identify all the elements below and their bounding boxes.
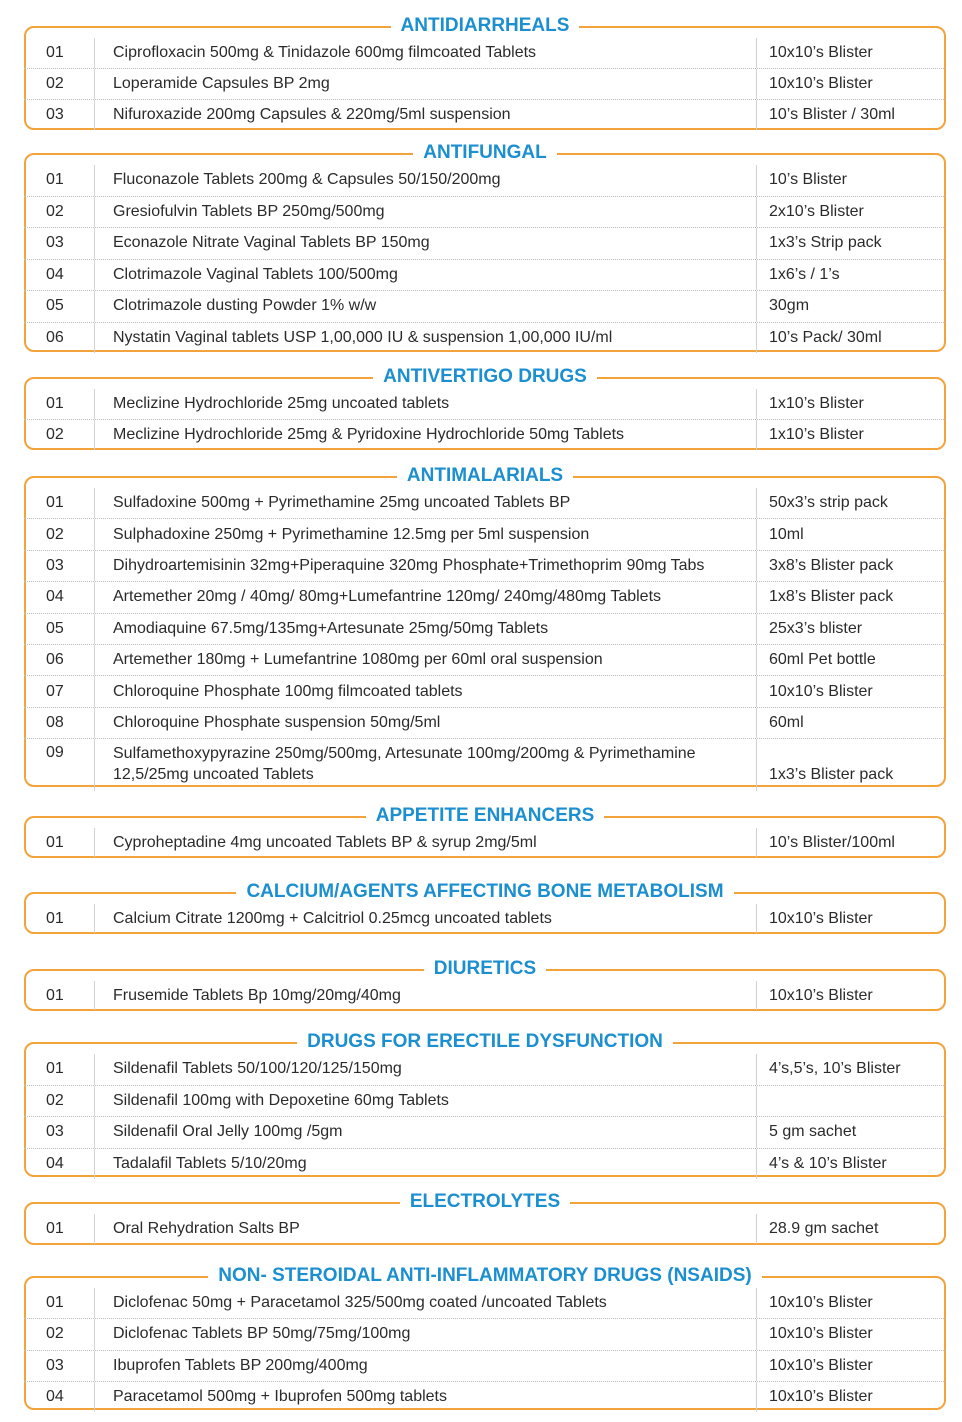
section-title: CALCIUM/AGENTS AFFECTING BONE METABOLISM (24, 881, 946, 903)
table-row (24, 1288, 946, 1319)
table-row (24, 1382, 946, 1412)
product-description: Sildenafil Oral Jelly 100mg /5gm (94, 1117, 757, 1148)
section-title: DRUGS FOR ERECTILE DYSFUNCTION (24, 1031, 946, 1053)
product-description: Loperamide Capsules BP 2mg (94, 69, 757, 99)
pack-size: 10x10’s Blister (769, 44, 873, 61)
product-description: Clotrimazole dusting Powder 1% w/w (94, 291, 757, 322)
product-description: Sulfamethoxypyrazine 250mg/500mg, Artesunate 100mg/200mg & Pyrimethamine 12,5/25mg uncoated Tablets (94, 739, 757, 791)
row-number: 06 (46, 328, 64, 346)
product-description: Ciprofloxacin 500mg & Tinidazole 600mg filmcoated Tablets (94, 38, 757, 68)
product-description: Chloroquine Phosphate 100mg filmcoated tablets (94, 676, 757, 706)
table-row (24, 1086, 946, 1118)
pack-size: 1x8’s Blister pack (769, 588, 894, 606)
product-description: Artemether 180mg + Lumefantrine 1080mg per 60ml oral suspension (94, 645, 757, 675)
product-description: Amodiaquine 67.5mg/135mg+Artesunate 25mg/50mg Tablets (94, 614, 757, 644)
row-number: 02 (46, 1325, 64, 1343)
pack-size: 2x10’s Blister (769, 202, 864, 220)
product-description: Meclizine Hydrochloride 25mg uncoated tablets (94, 389, 757, 419)
section-calcium-bone-metabolism (24, 881, 946, 934)
pack-size: 25x3’s blister (769, 619, 863, 637)
row-number: 01 (46, 494, 64, 512)
product-description: Sildenafil 100mg with Depoxetine 60mg Tablets (94, 1086, 757, 1117)
pack-size: 10x10’s Blister (769, 75, 873, 92)
row-number: 01 (46, 1060, 64, 1078)
row-number: 01 (46, 1294, 64, 1312)
row-number: 02 (46, 525, 64, 543)
section-title: ANTIVERTIGO DRUGS (24, 366, 946, 388)
product-description: Artemether 20mg / 40mg/ 80mg+Lumefantrine 120mg/ 240mg/480mg Tablets (94, 582, 757, 612)
product-description: Fluconazole Tablets 200mg & Capsules 50/150/200mg (94, 165, 757, 196)
row-number: 01 (46, 171, 64, 189)
table-row (24, 100, 946, 130)
table-row (24, 1351, 946, 1382)
table-row (24, 1149, 946, 1180)
row-number: 03 (46, 556, 64, 574)
table-row (24, 260, 946, 292)
product-description: Econazole Nitrate Vaginal Tablets BP 150mg (94, 228, 757, 259)
product-description: Nystatin Vaginal tablets USP 1,00,000 IU & suspension 1,00,000 IU/ml (94, 323, 757, 354)
section-nsaids (24, 1265, 946, 1410)
section-title: ANTIFUNGAL (24, 142, 946, 164)
section-title: ANTIDIARRHEALS (24, 15, 946, 37)
pack-size: 10’s Blister / 30ml (769, 106, 895, 123)
product-description: Frusemide Tablets Bp 10mg/20mg/40mg (94, 981, 757, 1010)
product-description: Sildenafil Tablets 50/100/120/125/150mg (94, 1054, 757, 1085)
product-description: Sulphadoxine 250mg + Pyrimethamine 12.5mg per 5ml suspension (94, 519, 757, 549)
section-erectile-dysfunction (24, 1031, 946, 1177)
table-row (24, 38, 946, 69)
pack-size: 10x10’s Blister (769, 909, 873, 927)
table-row (24, 1214, 946, 1244)
row-number: 02 (46, 1091, 64, 1109)
row-number: 05 (46, 297, 64, 315)
pack-size: 60ml Pet bottle (769, 651, 876, 669)
pack-size: 10x10’s Blister (769, 986, 873, 1004)
table-row (24, 582, 946, 613)
table-row (24, 981, 946, 1010)
row-number: 06 (46, 651, 64, 669)
row-number: 04 (46, 265, 64, 283)
row-number: 05 (46, 619, 64, 637)
row-number: 08 (46, 713, 64, 731)
product-description: Dihydroartemisinin 32mg+Piperaquine 320mg Phosphate+Trimethoprim 90mg Tabs (94, 551, 757, 581)
section-title: DIURETICS (24, 958, 946, 980)
section-title: APPETITE ENHANCERS (24, 805, 946, 827)
row-number: 02 (46, 202, 64, 220)
section-antifungal (24, 142, 946, 352)
table-row (24, 1117, 946, 1149)
section-title: NON- STEROIDAL ANTI-INFLAMMATORY DRUGS (NSAIDS) (24, 1265, 946, 1287)
row-number: 01 (46, 986, 64, 1004)
table-row (24, 1319, 946, 1350)
pack-size: 1x6’s / 1’s (769, 265, 840, 283)
pack-size: 4’s,5’s, 10’s Blister (769, 1060, 901, 1078)
product-description: Diclofenac 50mg + Paracetamol 325/500mg coated /uncoated Tablets (94, 1288, 757, 1318)
product-description: Sulfadoxine 500mg + Pyrimethamine 25mg uncoated Tablets BP (94, 488, 757, 518)
table-row (24, 488, 946, 519)
pack-size: 60ml (769, 713, 804, 731)
table-row (24, 645, 946, 676)
product-description: Chloroquine Phosphate suspension 50mg/5ml (94, 708, 757, 738)
product-description: Cyproheptadine 4mg uncoated Tablets BP & syrup 2mg/5ml (94, 828, 757, 857)
pack-size: 5 gm sachet (769, 1123, 857, 1141)
pack-size: 1x10’s Blister (769, 426, 864, 443)
row-number: 02 (46, 426, 64, 443)
section-appetite-enhancers (24, 805, 946, 858)
pack-size: 10ml (769, 525, 804, 543)
pack-size: 4’s & 10’s Blister (769, 1154, 887, 1172)
pack-size: 1x10’s Blister (769, 395, 864, 412)
section-diuretics (24, 958, 946, 1011)
product-description: Meclizine Hydrochloride 25mg & Pyridoxine Hydrochloride 50mg Tablets (94, 420, 757, 450)
table-row (24, 165, 946, 197)
product-description: Gresiofulvin Tablets BP 250mg/500mg (94, 197, 757, 228)
row-number: 09 (46, 744, 64, 762)
table-row (24, 1054, 946, 1086)
product-description: Clotrimazole Vaginal Tablets 100/500mg (94, 260, 757, 291)
row-number: 03 (46, 1356, 64, 1374)
section-title: ANTIMALARIALS (24, 465, 946, 487)
product-description: Ibuprofen Tablets BP 200mg/400mg (94, 1351, 757, 1381)
row-number: 04 (46, 1154, 64, 1172)
row-number: 03 (46, 106, 64, 123)
table-row (24, 389, 946, 420)
row-number: 07 (46, 682, 64, 700)
table-row (24, 69, 946, 100)
pack-size: 1x3’s Blister pack (769, 766, 894, 784)
row-number: 04 (46, 1388, 64, 1406)
pack-size: 10’s Pack/ 30ml (769, 328, 882, 346)
pack-size: 10x10’s Blister (769, 1388, 873, 1406)
table-row (24, 708, 946, 739)
pack-size: 30gm (769, 297, 810, 315)
pack-size (769, 1086, 938, 1117)
product-description: Paracetamol 500mg + Ibuprofen 500mg tablets (94, 1382, 757, 1412)
table-row (24, 197, 946, 229)
table-row (24, 614, 946, 645)
table-row (24, 904, 946, 933)
row-number: 04 (46, 588, 64, 606)
row-number: 03 (46, 1123, 64, 1141)
pack-size: 3x8’s Blister pack (769, 556, 894, 574)
product-description: Diclofenac Tablets BP 50mg/75mg/100mg (94, 1319, 757, 1349)
product-description: Tadalafil Tablets 5/10/20mg (94, 1149, 757, 1180)
pack-size: 50x3’s strip pack (769, 494, 888, 512)
table-row (24, 828, 946, 857)
row-number: 01 (46, 833, 64, 851)
product-description: Calcium Citrate 1200mg + Calcitriol 0.25mcg uncoated tablets (94, 904, 757, 933)
pack-size: 10’s Blister/100ml (769, 833, 895, 851)
pack-size: 1x3’s Strip pack (769, 234, 882, 252)
table-row (24, 228, 946, 260)
table-row (24, 519, 946, 550)
table-row (24, 551, 946, 582)
product-description: Nifuroxazide 200mg Capsules & 220mg/5ml suspension (94, 100, 757, 130)
pack-size: 10x10’s Blister (769, 1294, 873, 1312)
table-row (24, 739, 946, 791)
section-antidiarrheals (24, 15, 946, 130)
pack-size: 28.9 gm sachet (769, 1220, 879, 1237)
pack-size: 10’s Blister (769, 171, 847, 189)
row-number: 03 (46, 234, 64, 252)
table-row (24, 420, 946, 450)
section-antivertigo-drugs (24, 366, 946, 450)
pack-size: 10x10’s Blister (769, 1325, 873, 1343)
table-row (24, 676, 946, 707)
row-number: 01 (46, 44, 64, 61)
row-number: 01 (46, 395, 64, 412)
row-number: 01 (46, 1220, 64, 1237)
row-number: 01 (46, 909, 64, 927)
pack-size: 10x10’s Blister (769, 1356, 873, 1374)
table-row (24, 323, 946, 354)
row-number: 02 (46, 75, 64, 92)
table-row (24, 291, 946, 323)
section-title: ELECTROLYTES (24, 1191, 946, 1213)
section-electrolytes (24, 1191, 946, 1245)
pack-size: 10x10’s Blister (769, 682, 873, 700)
section-antimalarials (24, 465, 946, 787)
product-description: Oral Rehydration Salts BP (94, 1214, 757, 1244)
